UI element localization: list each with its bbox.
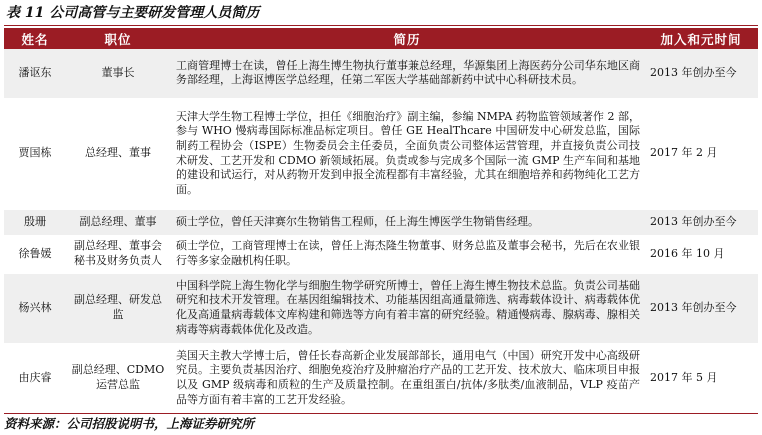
cell-joined: 2017 年 5 月 bbox=[644, 343, 758, 413]
table-row bbox=[4, 209, 758, 235]
cell-name: 杨兴林 bbox=[4, 273, 66, 343]
cell-name: 徐鲁媛 bbox=[4, 235, 66, 273]
executive-table bbox=[4, 28, 758, 414]
header-bio: 简历 bbox=[170, 28, 644, 49]
cell-bio: 美国天主教大学博士后，曾任长春高新企业发展部部长，通用电气（中国）研究开发中心高级研究员。主要负责基因治疗、细胞免疫治疗及肿瘤治疗产品的工艺开发、技术放大、临床项目申报以及 GMP 级病毒和质粒的生产及质量控制。在重组蛋白/抗体/多肽类/血液制品，VLP 疫苗产品等方面有着丰富的工艺开发经验。 bbox=[170, 343, 644, 413]
table-row bbox=[4, 98, 758, 209]
cell-name: 殷珊 bbox=[4, 209, 66, 235]
source-note: 资料来源：公司招股说明书，上海证券研究所 bbox=[4, 416, 255, 431]
table-row bbox=[4, 273, 758, 343]
header-name: 姓名 bbox=[4, 28, 66, 49]
cell-bio: 硕士学位，工商管理博士在读，曾任上海杰隆生物董事、财务总监及董事会秘书，先后在农业银行等多家金融机构任职。 bbox=[170, 235, 644, 273]
cell-position: 副总经理、研发总监 bbox=[66, 273, 170, 343]
cell-position: 董事长 bbox=[66, 49, 170, 98]
cell-position: 副总经理、董事 bbox=[66, 209, 170, 235]
table-title: 表 11 公司高管与主要研发管理人员简历 bbox=[4, 2, 758, 26]
cell-name: 潘讴东 bbox=[4, 49, 66, 98]
cell-joined: 2013 年创办至今 bbox=[644, 209, 758, 235]
cell-joined: 2013 年创办至今 bbox=[644, 49, 758, 98]
table-row bbox=[4, 235, 758, 273]
cell-bio: 中国科学院上海生物化学与细胞生物学研究所博士，曾任上海生博生物技术总监。负责公司基础研究和技术开发管理。在基因组编辑技术、功能基因组高通量筛选、病毒载体设计、病毒载体优化及高通量病毒载体文库构建和筛选等方向有着丰富的研究经验。精通慢病毒、腺病毒、腺相关病毒等病毒载体优化及改造。 bbox=[170, 273, 644, 343]
header-position: 职位 bbox=[66, 28, 170, 49]
table-header-row bbox=[4, 28, 758, 49]
cell-bio: 天津大学生物工程博士学位，担任《细胞治疗》副主编，参编 NMPA 药物监管领域著作 2 部，参与 WHO 慢病毒国际标准品标定项目。曾任 GE HealThcare 中国研发中心研发总监，国际制药工程协会（ISPE）生物委员会主任委员，全面负责公司整体运营管理，并直接负责公司技术研发、工艺开发和 CDMO 新领域拓展。负责或参与完成多个国际一流 GMP 生产车间和基地的建设和试运行，对从药物开发到申报全流程都有丰富经验，尤其在细胞培养和药物纯化工艺方面。 bbox=[170, 98, 644, 209]
cell-position: 总经理、董事 bbox=[66, 98, 170, 209]
cell-name: 由庆睿 bbox=[4, 343, 66, 413]
cell-joined: 2016 年 10 月 bbox=[644, 235, 758, 273]
cell-bio: 工商管理博士在读，曾任上海生博生物执行董事兼总经理，华源集团上海医药分公司华东地区商务部经理，上海讴博医学总经理，任第二军医大学基础部新药中试中心科研技术员。 bbox=[170, 49, 644, 98]
cell-joined: 2013 年创办至今 bbox=[644, 273, 758, 343]
header-joined: 加入和元时间 bbox=[644, 28, 758, 49]
table-row bbox=[4, 49, 758, 98]
cell-position: 副总经理、董事会秘书及财务负责人 bbox=[66, 235, 170, 273]
table-row bbox=[4, 343, 758, 413]
cell-position: 副总经理、CDMO 运营总监 bbox=[66, 343, 170, 413]
cell-name: 贾国栋 bbox=[4, 98, 66, 209]
cell-bio: 硕士学位，曾任天津赛尔生物销售工程师，任上海生博医学生物销售经理。 bbox=[170, 209, 644, 235]
cell-joined: 2017 年 2 月 bbox=[644, 98, 758, 209]
